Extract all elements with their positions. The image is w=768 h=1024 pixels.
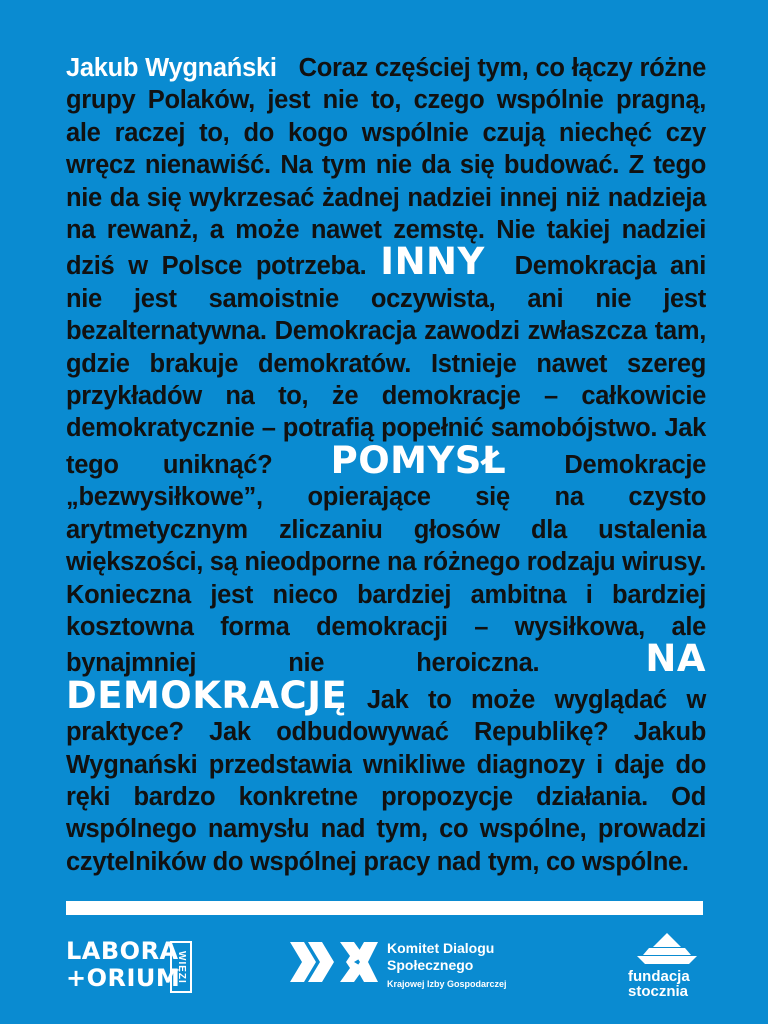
laboratorium-wiezi-logo (66, 938, 196, 998)
author-name: Jakub Wygnański (66, 54, 277, 82)
kds-line-2: Społecznego (387, 957, 474, 973)
laboratorium-line-2: +ORIUM (66, 964, 181, 992)
back-cover-text (66, 52, 706, 878)
paragraph-1-text: Coraz częściej tym, co łączy różne grupy Polaków, jest nie to, czego wspólnie pragną, ale raczej to, do kogo wspólnie czują niechęć czy wręcz nienawiść. Na tym nie da się budować. Z tego nie da się wykrzesać żadnej nadziei innej niż nadzieja na rewanż, a może nawet zemstę. Nie takiej nadziei dziś w Polsce potrzeba. (66, 54, 707, 281)
kds-logo (290, 940, 540, 996)
title-word-inny: INNY (380, 240, 485, 284)
stocznia-line-1: fundacja (628, 968, 690, 985)
title-word-pomysl: POMYSŁ (330, 438, 507, 482)
paragraph-1 (66, 52, 706, 878)
paragraph-4-text: Jak to może wyglądać w praktyce? Jak odbudowywać Republikę? Jakub Wygnański przedstawia wnikliwe diagnozy i daje do ręki bardzo konkretne propozycje działania. Od wspólnego namysłu nad tym, co wspólne, prowadzi czytelników do wspólnej pracy nad tym, co wspólne. (66, 685, 706, 876)
laboratorium-line-1: LABORA (66, 937, 179, 965)
laboratorium-vertical-text: WIĘZI (170, 941, 192, 993)
kds-mark-icon (290, 940, 378, 984)
paragraph-3-text: Demokracje „bezwysiłkowe”, opierające się na czysto arytmetycznym zliczaniu głosów dla ustalenia większości, są nieodporne na różnego rodzaju wirusy. Konieczna jest nieco bardziej ambitna i bardziej kosztowna forma demokracji – wysiłkowa, ale bynajmniej nie heroiczna. (66, 450, 706, 678)
kds-line-3: Krajowej Izby Gospodarczej (387, 979, 507, 989)
stocznia-ship-icon (631, 933, 703, 965)
stocznia-line-2: stocznia (628, 983, 689, 1000)
paragraph-2-text: Demokracja ani nie jest samoistnie oczywista, ani nie jest bezalternatywna. Demokracja zawodzi zwłaszcza tam, gdzie brakuje demokratów. Istnieje nawet szereg przykładów na to, że demokracje – całkowicie demokratycznie – potrafią popełnić samobójstwo. Jak tego uniknąć? (66, 252, 706, 479)
fundacja-stocznia-logo (628, 933, 706, 1003)
kds-line-1: Komitet Dialogu (387, 940, 495, 956)
divider-bar (66, 901, 703, 915)
title-word-na-demokracje: NA DEMOKRACJĘ (66, 637, 706, 717)
